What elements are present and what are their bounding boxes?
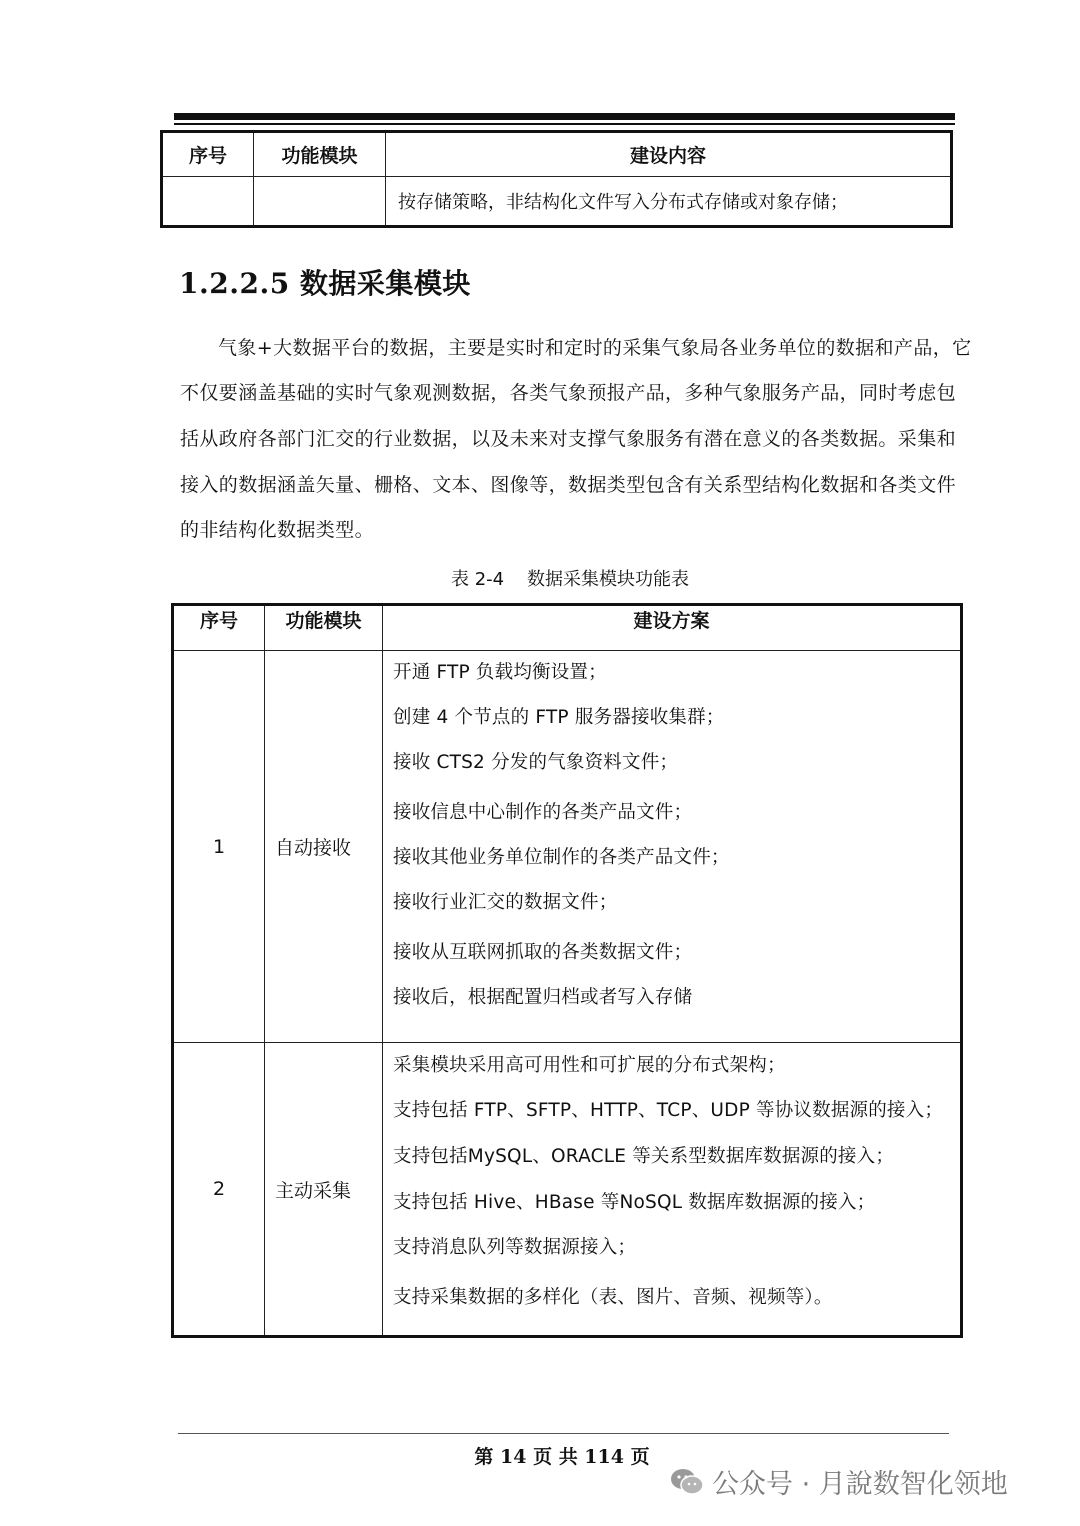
table-row <box>173 1043 962 1337</box>
wechat-icon <box>670 1467 704 1497</box>
main-table-header-index: 序号 <box>173 605 265 651</box>
list-item: 支持消息队列等数据源接入； <box>393 1237 637 1258</box>
paragraph-line: 括从政府各部门汇交的行业数据，以及未来对支撑气象服务有潜在意义的各类数据。采集和 <box>180 428 957 450</box>
main-table-header-plan: 建设方案 <box>383 605 962 651</box>
list-item: 开通 FTP 负载均衡设置； <box>393 662 607 683</box>
list-item: 接收其他业务单位制作的各类产品文件； <box>393 847 730 868</box>
watermark-text: 公众号 · 月說数智化领地 <box>712 1469 1008 1500</box>
row-items <box>383 651 962 1043</box>
paragraph-line: 不仅要涵盖基础的实时气象观测数据，各类气象预报产品，多种气象服务产品，同时考虑包 <box>180 382 957 404</box>
top-table-module-cell <box>254 177 386 227</box>
row-module: 主动采集 <box>265 1043 383 1337</box>
main-table-header-module: 功能模块 <box>265 605 383 651</box>
top-table-content-cell: 按存储策略，非结构化文件写入分布式存储或对象存储； <box>386 177 952 227</box>
list-item: 创建 4 个节点的 FTP 服务器接收集群； <box>393 707 725 728</box>
top-table <box>160 130 953 228</box>
table-row <box>162 177 952 227</box>
watermark <box>670 1462 1008 1501</box>
list-item: 支持采集数据的多样化（表、图片、音频、视频等）。 <box>393 1287 833 1308</box>
header-rule-thin <box>174 123 955 125</box>
top-table-header-index: 序号 <box>162 132 254 177</box>
top-table-header-content: 建设内容 <box>386 132 952 177</box>
row-items <box>383 1043 962 1337</box>
top-table-index-cell <box>162 177 254 227</box>
list-item: 接收行业汇交的数据文件； <box>393 892 618 913</box>
list-item: 接收从互联网抓取的各类数据文件； <box>393 942 693 963</box>
paragraph-line: 的非结构化数据类型。 <box>180 519 375 541</box>
footer-rule <box>178 1433 949 1434</box>
list-item: 支持包括MySQL、ORACLE 等关系型数据库数据源的接入； <box>393 1146 895 1167</box>
row-index: 2 <box>173 1043 265 1337</box>
page-number: 第 14 页 共 114 页 <box>474 1446 650 1468</box>
top-table-header-row <box>162 132 952 177</box>
table-row <box>173 651 962 1043</box>
list-item: 支持包括 Hive、HBase 等NoSQL 数据库数据源的接入； <box>393 1192 876 1213</box>
row-index: 1 <box>173 651 265 1043</box>
list-item: 接收后，根据配置归档或者写入存储 <box>393 987 693 1008</box>
paragraph-line: 气象+大数据平台的数据，主要是实时和定时的采集气象局各业务单位的数据和产品，它 <box>218 337 972 359</box>
list-item: 支持包括 FTP、SFTP、HTTP、TCP、UDP 等协议数据源的接入； <box>393 1100 944 1121</box>
table-caption: 表 2-4 数据采集模块功能表 <box>450 569 689 590</box>
row-module: 自动接收 <box>265 651 383 1043</box>
top-table-header-module: 功能模块 <box>254 132 386 177</box>
paragraph-line: 接入的数据涵盖矢量、栅格、文本、图像等，数据类型包含有关系型结构化数据和各类文件 <box>180 474 957 496</box>
section-heading: 1.2.2.5 数据采集模块 <box>179 267 471 300</box>
list-item: 采集模块采用高可用性和可扩展的分布式架构； <box>393 1055 786 1076</box>
main-table <box>171 603 963 1338</box>
list-item: 接收信息中心制作的各类产品文件； <box>393 802 693 823</box>
main-table-header-row <box>173 605 962 651</box>
list-item: 接收 CTS2 分发的气象资料文件； <box>393 752 679 773</box>
header-rule-thick <box>174 113 955 120</box>
